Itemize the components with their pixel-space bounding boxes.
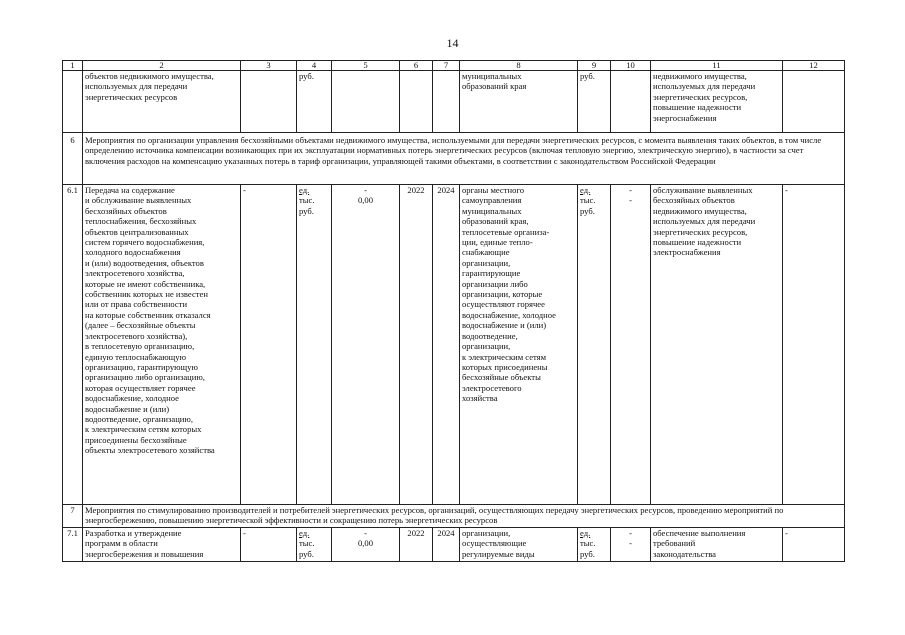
- amount-cell: - 0,00: [332, 528, 400, 562]
- unit-cell: ед. тыс. руб.: [297, 528, 332, 562]
- measures-table: [62, 60, 845, 562]
- amount-cell-2: - -: [611, 528, 651, 562]
- row-number: 7.1: [63, 528, 83, 562]
- cont-executors: муниципальных образований края: [460, 71, 578, 133]
- start-year: 2022: [400, 528, 433, 562]
- section-number: 7: [63, 505, 83, 528]
- start-year: 2022: [400, 185, 433, 505]
- header-cell: 11: [651, 61, 783, 71]
- continuation-row: [63, 71, 845, 133]
- header-cell: 10: [611, 61, 651, 71]
- section-number: 6: [63, 133, 83, 185]
- section-title: Мероприятия по организации управления бесхозяйными объектами недвижимого имущества, используемыми для передачи энергетических ресурсов, с момента выявления таких объектов, в том числе определению источника компенсации возникающих при их эксплуатации нормативных потерь энергетических ресурсов (включая тепловую энергию, электрическую энергию), в частности за счет включения расходов на компенсацию указанных потерь в тариф организации, управляющей такими объектами, в соответствии с законодательством Российской Федерации: [83, 133, 845, 185]
- measure-description: Разработка и утверждение программ в области энергосбережения и повышения: [83, 528, 241, 562]
- section-row-7: [63, 505, 845, 528]
- amount-cell: - 0,00: [332, 185, 400, 505]
- cont-description: объектов недвижимого имущества, используемых для передачи энергетических ресурсов: [83, 71, 241, 133]
- cont-unit: руб.: [297, 71, 332, 133]
- table-row-6-1: [63, 185, 845, 505]
- header-cell: 2: [83, 61, 241, 71]
- page-number: 14: [446, 36, 459, 50]
- header-cell: 7: [433, 61, 460, 71]
- header-cell: 4: [297, 61, 332, 71]
- col3-value: -: [241, 185, 297, 505]
- header-cell: 9: [578, 61, 611, 71]
- col3-value: -: [241, 528, 297, 562]
- header-cell: 3: [241, 61, 297, 71]
- executors: органы местного самоуправления муниципальных образований края, теплосетевые организа- ции, единые тепло- снабжающие организации, гарантирующие организации либо организации, которые осуществляют горячее водоснабжение, холодное водоснабжение и (или) водоотведение, организации, к электрическим сетям которых присоединены бесхозяйные объекты электросетевого хозяйства: [460, 185, 578, 505]
- measure-description: Передача на содержание и обслуживание выявленных бесхозяйных объектов теплоснабжения, бесхозяйных объектов централизованных систем горячего водоснабжения, холодного водоснабжения и (или) водоотведения, объектов электросетевого хозяйства, которые не имеют собственника, собственник которых не известен или от права собственности на которые собственник отказался (далее – бесхозяйные объекты электросетевого хозяйства), в теплосетевую организацию, единую теплоснабжающую организацию, гарантирующую организацию либо организацию, которая осуществляет горячее водоснабжение, холодное водоснабжение и (или) водоотведение, организацию, к электрическим сетям которых присоединены бесхозяйные объекты электросетевого хозяйства: [83, 185, 241, 505]
- executors: организации, осуществляющие регулируемые виды: [460, 528, 578, 562]
- unit-cell-2: ед. тыс. руб.: [578, 185, 611, 505]
- header-cell: 1: [63, 61, 83, 71]
- unit-cell-2: ед. тыс. руб.: [578, 528, 611, 562]
- expected-result: обслуживание выявленных бесхозяйных объектов недвижимого имущества, используемых для передачи энергетических ресурсов, повышение надежности электроснабжения: [651, 185, 783, 505]
- header-cell: 6: [400, 61, 433, 71]
- section-row-6: [63, 133, 845, 185]
- amount-cell-2: - -: [611, 185, 651, 505]
- table-row-7-1: [63, 528, 845, 562]
- section-title: Мероприятия по стимулированию производителей и потребителей энергетических ресурсов, организаций, осуществляющих передачу энергетических ресурсов, проведению мероприятий по энергосбережению, повышению энергетической эффективности и сокращению потерь энергетических ресурсов: [83, 505, 845, 528]
- end-year: 2024: [433, 185, 460, 505]
- col12-value: -: [783, 185, 845, 505]
- col12-value: -: [783, 528, 845, 562]
- cont-unit-2: руб.: [578, 71, 611, 133]
- unit-cell: ед. тыс. руб.: [297, 185, 332, 505]
- cont-result: недвижимого имущества, используемых для передачи энергетических ресурсов, повышение надежности энергоснабжения: [651, 71, 783, 133]
- header-cell: 8: [460, 61, 578, 71]
- header-cell: 5: [332, 61, 400, 71]
- header-row: [63, 61, 845, 71]
- header-cell: 12: [783, 61, 845, 71]
- expected-result: обеспечение выполнения требований законодательства: [651, 528, 783, 562]
- row-number: 6.1: [63, 185, 83, 505]
- end-year: 2024: [433, 528, 460, 562]
